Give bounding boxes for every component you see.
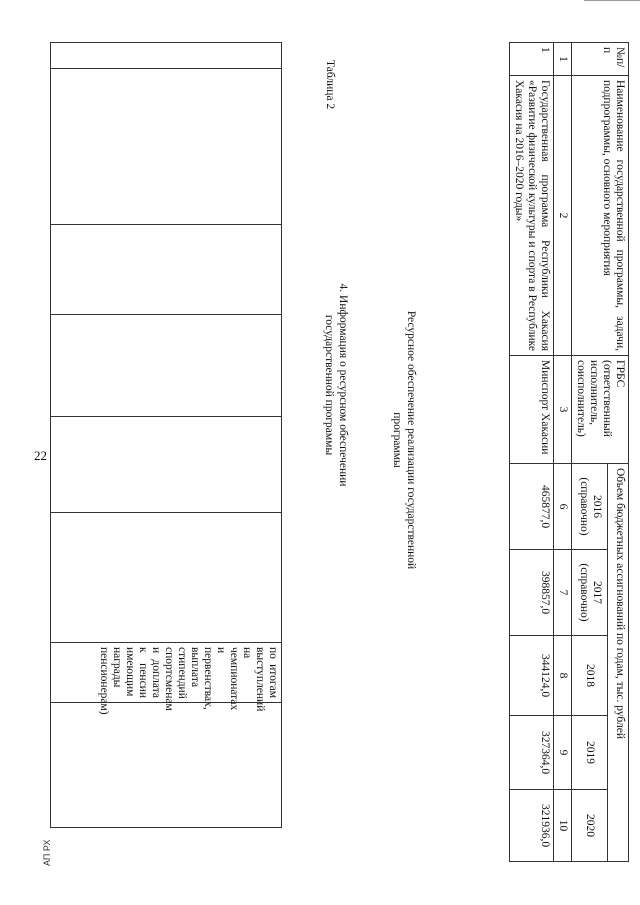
continuation-text: по итогам выступлений на чемпионатах и первенствах, выплата стипендий спортсменам и доплата к пенсии имеющим награды пенсионерам) <box>51 643 282 703</box>
value-cell: 465877,0 <box>510 464 554 550</box>
table-cell <box>51 315 282 417</box>
col-number: 10 <box>554 790 572 862</box>
year-header: 2018 <box>572 636 608 716</box>
value-cell: 344124,0 <box>510 636 554 716</box>
table-cell <box>51 513 282 643</box>
table-cell <box>51 417 282 513</box>
table-number-row <box>554 43 572 862</box>
col-number: 3 <box>554 356 572 464</box>
archive-mark: АП РХ <box>42 839 52 866</box>
col-number: 7 <box>554 550 572 636</box>
year-header: 2020 <box>572 790 608 862</box>
value-cell: 321936,0 <box>510 790 554 862</box>
table-cell <box>51 225 282 315</box>
col-num-header: №п/п <box>572 43 629 76</box>
row-name: Государственная программа Республики Хакасия «Развитие физической культуры и спорта в Республике Хакасия на 2016–2020 годы» <box>510 76 554 356</box>
value-cell: 327364,0 <box>510 716 554 790</box>
page-number: 22 <box>34 448 47 463</box>
table-cell <box>51 703 282 828</box>
table-label: Таблица 2 <box>324 60 336 110</box>
section-title: 4. Информация о ресурсном обеспечении государственной программы <box>323 283 349 487</box>
col-grbs-header: ГРБС (ответственный исполнитель, соисполнитель) <box>572 356 629 464</box>
col-budget-header: Объем бюджетных ассигнований по годам, тыс. рублей <box>608 464 629 862</box>
continuation-table <box>50 42 282 828</box>
table-cell <box>51 43 282 69</box>
resource-table <box>509 42 629 862</box>
year-header: 2016 (справочно) <box>572 464 608 550</box>
resource-title: Ресурсное обеспечение реализации государственной программы <box>391 310 417 570</box>
row-num: 1 <box>510 43 554 76</box>
col-number: 2 <box>554 76 572 356</box>
col-number: 1 <box>554 43 572 76</box>
year-header: 2019 <box>572 716 608 790</box>
table-row <box>510 43 554 862</box>
table-row <box>51 43 282 828</box>
row-grbs: Минспорт Хакасии <box>510 356 554 464</box>
value-cell: 398857,0 <box>510 550 554 636</box>
col-number: 9 <box>554 716 572 790</box>
table-header-row <box>608 43 629 862</box>
col-number: 8 <box>554 636 572 716</box>
table-cell <box>51 69 282 225</box>
year-header: 2017 (справочно) <box>572 550 608 636</box>
col-name-header: Наименование государственной программы, задачи, подпрограммы, основного мероприятия <box>572 76 629 356</box>
col-number: 6 <box>554 464 572 550</box>
